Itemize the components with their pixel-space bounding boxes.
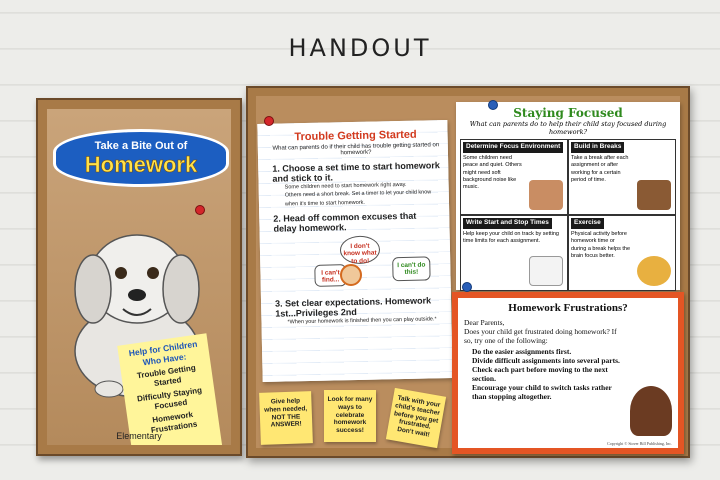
dog-sign [117,333,223,445]
sticky-note: Give help when needed, NOT THE ANSWER! [259,391,313,445]
letter-item: Encourage your child to switch tasks rather than stopping altogether. [472,383,612,401]
letter-item: Divide difficult assignments into several parts. Check each part before moving to the next section. [472,356,620,383]
child-writing-icon [630,386,672,436]
focus-cell-text: Help keep your child on track by setting time limits for each assignment. [463,230,559,245]
focus-cell [461,216,567,290]
schedule-chart-icon [529,256,563,286]
sticky-note: Look for many ways to celebrate homework success! [324,390,376,442]
notebook-title: Trouble Getting Started [294,128,417,144]
homework-frustrations-letter [452,292,684,454]
cover-title-line2: Homework [84,152,198,177]
notebook-page [257,120,452,382]
focus-cell-heading: Build in Breaks [571,142,624,153]
child-biking-icon [637,256,671,286]
tip-heading: 2. Head off common excuses that delay homework. [273,210,417,234]
focus-cell-heading: Write Start and Stop Times [463,218,552,229]
grade-level-label: Elementary [116,431,162,441]
focus-cell [569,216,675,290]
excuse-bubble: I can't do this! [392,256,430,281]
focus-cell-text: Take a break after each assignment or after working for a certain period of time. [571,154,629,184]
focus-cell-text: Physical activity before homework time or during a break helps the brain focus better. [571,230,631,260]
couch-break-icon [637,180,671,210]
cover-panel [47,109,231,445]
sign-heading: Help for Children Who Have: [128,338,198,368]
letter-intro: Does your child get frustrated doing homework? If so, try one of the following: [464,327,617,345]
focus-cell [569,140,675,214]
notebook-subtitle: What can parents do if their child has trouble getting started on homework? [272,142,440,157]
letter-title: Homework Frustrations? [508,302,628,314]
focus-subtitle: What can parents do to help their child stay focused during homework? [469,120,667,136]
girl-reading-icon [529,180,563,210]
excuse-bubble: I don't know what to do! [340,235,381,264]
focus-grid [460,139,676,291]
focus-cell-heading: Determine Focus Environment [463,142,563,153]
tip-heading: 1. Choose a set time to start homework and stick to it. [272,160,440,184]
focus-title: Staying Focused [513,106,623,120]
brochure-inside [246,86,690,458]
sign-item: Trouble Getting Started [136,363,197,389]
focus-cell-heading: Exercise [571,218,604,229]
focus-cell [461,140,567,214]
focus-cell-text: Some children need peace and quiet. Others might need soft background noise like music. [463,154,522,191]
blue-pushpin-icon [462,282,472,292]
copyright-text: Copyright © Stover Bill Publishing, Inc. [607,441,672,446]
corkboard-panel [256,96,680,448]
sticky-note: Talk with your child's teacher before you get frustrated. Don't wait! [386,388,446,448]
tip-bullet: Some children need to start homework right away. [284,181,407,191]
teacher-face-icon [340,264,362,286]
tip-note: *When your homework is finished then you can play outside.* [287,316,437,326]
staying-focused-panel [456,102,680,290]
tip-bullet: Others need a short break. Set a timer to let your child know when it's time to start homework. [284,189,432,207]
excuse-bubbles [274,230,443,294]
red-pushpin-icon [264,116,274,126]
page-heading: HANDOUT [288,34,432,62]
sign-item: Difficulty Staying Focused [136,385,203,412]
brochure-cover [36,98,242,456]
cover-title-badge [53,129,229,187]
sign-item: Homework Frustrations [150,410,198,436]
cover-title-line1: Take a Bite Out of [94,140,188,152]
letter-body [458,298,678,448]
letter-item: Do the easier assignments first. [472,347,572,356]
tip-heading: 3. Set clear expectations. Homework 1st...Privileges 2nd [274,295,432,319]
blue-pushpin-icon [488,100,498,110]
excuse-bubble: I can't find... [314,264,346,287]
letter-greeting: Dear Parents, [464,318,505,327]
